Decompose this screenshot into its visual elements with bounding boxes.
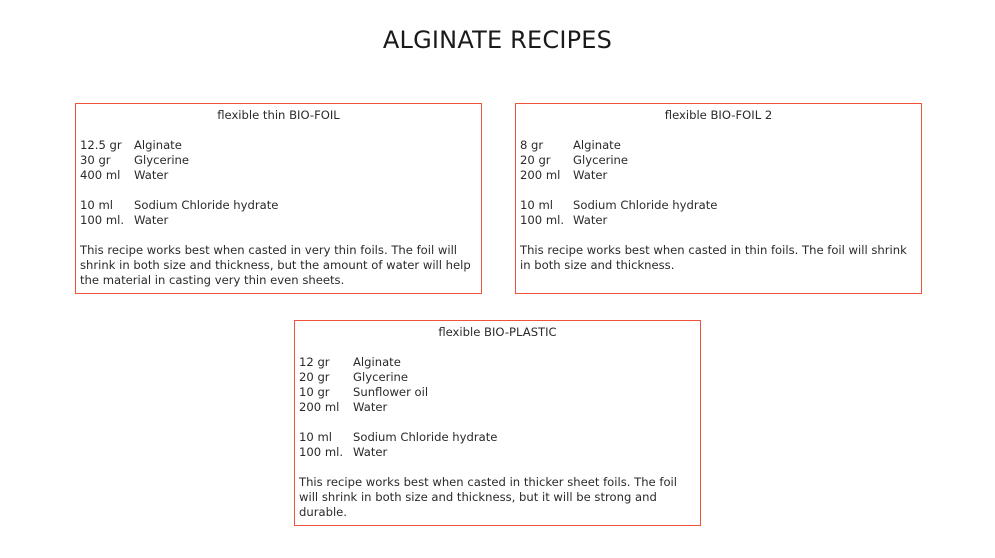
ingredient-group-base bbox=[520, 138, 917, 183]
ingredient-name: Alginate bbox=[353, 355, 401, 369]
ingredient-name: Water bbox=[134, 168, 169, 182]
ingredient-group-base bbox=[80, 138, 477, 183]
ingredient-row bbox=[80, 213, 477, 228]
ingredient-amount: 100 ml. bbox=[520, 213, 565, 227]
recipe-card-bio-plastic bbox=[294, 320, 701, 526]
ingredient-amount: 12.5 gr bbox=[80, 138, 122, 152]
recipe-card-thin-bio-foil bbox=[75, 103, 482, 294]
ingredient-group-bath bbox=[520, 198, 917, 228]
recipe-title: flexible thin BIO-FOIL bbox=[217, 108, 340, 122]
page-title: ALGINATE RECIPES bbox=[382, 26, 613, 54]
ingredient-name: Sodium Chloride hydrate bbox=[134, 198, 279, 212]
ingredient-amount: 10 gr bbox=[299, 385, 330, 399]
ingredient-name: Alginate bbox=[134, 138, 182, 152]
recipe-note: This recipe works best when casted in very thin foils. The foil will shrink in both size and thickness, but the amount of water will help the material in casting very thin even sheets. bbox=[80, 243, 471, 287]
ingredient-group-bath bbox=[299, 430, 696, 460]
ingredient-row bbox=[299, 400, 696, 415]
ingredient-name: Sodium Chloride hydrate bbox=[573, 198, 718, 212]
ingredient-row bbox=[80, 198, 477, 213]
group-spacer bbox=[520, 183, 917, 198]
ingredient-amount: 12 gr bbox=[299, 355, 330, 369]
recipe-card-bio-foil-2 bbox=[515, 103, 922, 294]
group-spacer bbox=[299, 415, 696, 430]
ingredient-name: Water bbox=[134, 213, 169, 227]
recipe-note: This recipe works best when casted in thin foils. The foil will shrink in both size and thickness. bbox=[520, 243, 907, 272]
ingredient-amount: 30 gr bbox=[80, 153, 111, 167]
ingredient-row bbox=[299, 355, 696, 370]
ingredient-amount: 8 gr bbox=[520, 138, 544, 152]
ingredient-amount: 10 ml bbox=[80, 198, 113, 212]
recipe-title: flexible BIO-PLASTIC bbox=[438, 325, 557, 339]
ingredient-row bbox=[520, 138, 917, 153]
ingredient-name: Glycerine bbox=[134, 153, 190, 167]
group-spacer bbox=[80, 183, 477, 198]
ingredient-amount: 100 ml. bbox=[80, 213, 125, 227]
ingredient-row bbox=[80, 138, 477, 153]
ingredient-name: Sunflower oil bbox=[353, 385, 429, 399]
ingredient-group-base bbox=[299, 355, 696, 415]
ingredient-amount: 200 ml bbox=[299, 400, 340, 414]
ingredient-row bbox=[520, 198, 917, 213]
ingredient-amount: 10 ml bbox=[520, 198, 553, 212]
ingredient-row bbox=[299, 430, 696, 445]
ingredient-group-bath bbox=[80, 198, 477, 228]
ingredient-amount: 200 ml bbox=[520, 168, 561, 182]
ingredient-name: Water bbox=[353, 445, 388, 459]
ingredient-name: Water bbox=[573, 168, 608, 182]
ingredient-amount: 100 ml. bbox=[299, 445, 344, 459]
ingredient-amount: 20 gr bbox=[299, 370, 330, 384]
ingredient-name: Sodium Chloride hydrate bbox=[353, 430, 498, 444]
ingredient-amount: 10 ml bbox=[299, 430, 332, 444]
ingredient-name: Glycerine bbox=[573, 153, 629, 167]
ingredient-amount: 400 ml bbox=[80, 168, 121, 182]
ingredient-row bbox=[299, 445, 696, 460]
recipe-note: This recipe works best when casted in thicker sheet foils. The foil will shrink in both size and thickness, but it will be strong and durable. bbox=[299, 475, 677, 519]
ingredient-row bbox=[520, 168, 917, 183]
ingredient-row bbox=[520, 153, 917, 168]
ingredient-amount: 20 gr bbox=[520, 153, 551, 167]
ingredient-row bbox=[80, 168, 477, 183]
recipe-title: flexible BIO-FOIL 2 bbox=[664, 108, 773, 122]
ingredient-row bbox=[299, 370, 696, 385]
ingredient-name: Water bbox=[573, 213, 608, 227]
ingredient-name: Alginate bbox=[573, 138, 621, 152]
ingredient-row bbox=[80, 153, 477, 168]
ingredient-name: Water bbox=[353, 400, 388, 414]
ingredient-row bbox=[520, 213, 917, 228]
ingredient-row bbox=[299, 385, 696, 400]
ingredient-name: Glycerine bbox=[353, 370, 409, 384]
